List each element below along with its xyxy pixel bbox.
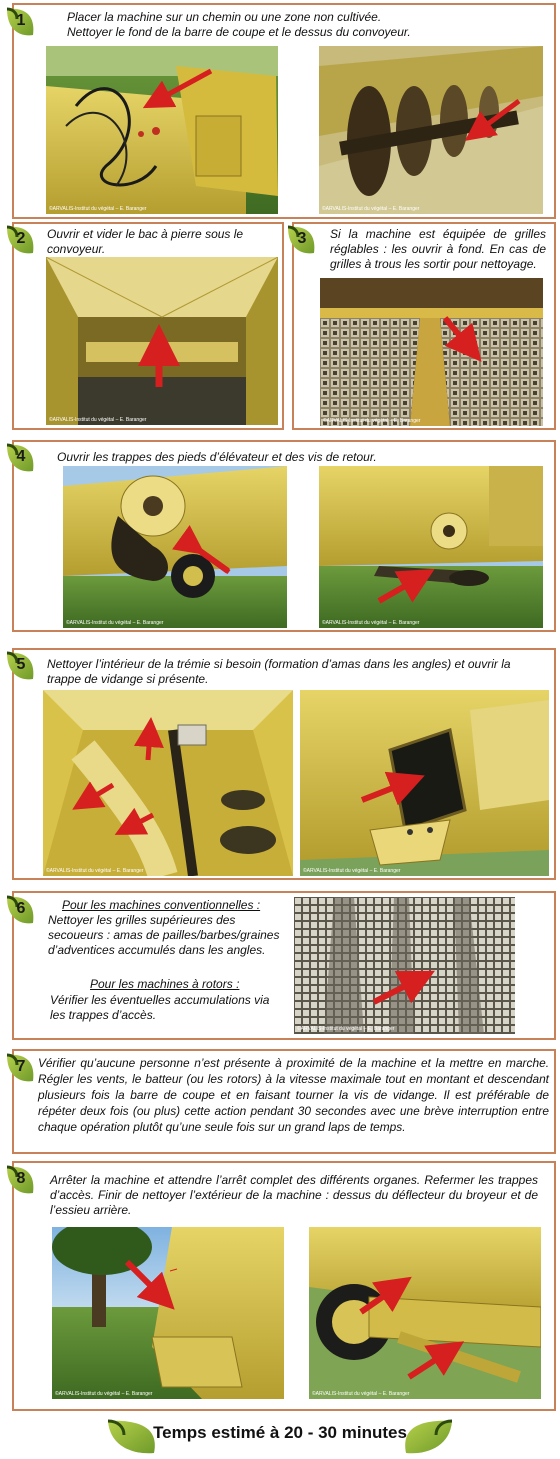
step-1-text-line-2: Nettoyer le fond de la barre de coupe et le dessus du convoyeur. — [67, 25, 411, 39]
step-number: 7 — [16, 1058, 26, 1075]
step-number-badge — [3, 441, 37, 475]
step-8-photo-rear-axle — [309, 1227, 541, 1399]
step-5-photo-unloading-trap — [300, 690, 549, 876]
step-number-badge — [284, 223, 318, 257]
step-4-photo-elevator-foot — [63, 466, 287, 628]
step-5-photo-grain-tank — [43, 690, 293, 876]
photo-credit: ©ARVALIS-Institut du végétal – E. Baranger — [49, 417, 147, 423]
step-number: 3 — [297, 230, 307, 247]
step-1-text-line-1: Placer la machine sur un chemin ou une zone non cultivée. — [67, 10, 382, 24]
photo-credit: ©ARVALIS-Institut du végétal – E. Baranger — [323, 418, 421, 424]
photo-credit: ©ARVALIS-Institut du végétal – E. Baranger — [322, 620, 420, 626]
step-number-badge — [3, 649, 37, 683]
step-6-photo-straw-walkers — [294, 897, 515, 1034]
step-number-badge — [3, 1051, 37, 1085]
step-number-badge — [3, 223, 37, 257]
step-number: 2 — [16, 230, 26, 247]
photo-credit: ©ARVALIS-Institut du végétal – E. Baranger — [322, 206, 420, 212]
photo-credit: ©ARVALIS-Institut du végétal – E. Baranger — [49, 206, 147, 212]
step-number: 1 — [16, 12, 26, 29]
step-2-text: Ouvrir et vider le bac à pierre sous le convoyeur. — [47, 227, 244, 256]
photo-credit: ©ARVALIS-Institut du végétal – E. Baranger — [297, 1026, 395, 1032]
photo-credit: ©ARVALIS-Institut du végétal – E. Baranger — [66, 620, 164, 626]
photo-credit: ©ARVALIS-Institut du végétal – E. Baranger — [46, 868, 144, 874]
step-5-text: Nettoyer l’intérieur de la trémie si besoin (formation d’amas dans les angles) et ouvrir la trappe de vidange si présente. — [47, 657, 511, 686]
photo-credit: ©ARVALIS-Institut du végétal – E. Baranger — [303, 868, 401, 874]
step-number: 4 — [16, 448, 26, 465]
step-7-text: Vérifier qu’aucune personne n’est présente à proximité de la machine et la mettre en marche. Régler les vents, le batteur (ou les rotors) à la vitesse maximale tout en montant et descendant plusieurs fois la barre de coupe et en faisant tourner la vis de vidange. Il est préférable de répéter deux fois (ou plus) cette action pendant 30 secondes avec une brève interruption entre chaque opération plutôt qu’une seule fois sur un grand laps de temps. — [38, 1056, 549, 1134]
step-number: 6 — [16, 900, 26, 917]
step-6-heading-conventional: Pour les machines conventionnelles : — [62, 898, 261, 912]
step-6-heading-rotors: Pour les machines à rotors : — [90, 977, 240, 991]
step-number-badge — [3, 5, 37, 39]
step-number: 8 — [16, 1170, 26, 1187]
step-6-text-conventional: Nettoyer les grilles supérieures des secoueurs : amas de pailles/barbes/graines d’adventices accumulés dans les angles. — [48, 913, 280, 957]
step-6-text-rotors: Vérifier les éventuelles accumulations via les trappes d’accès. — [50, 993, 270, 1022]
step-number: 5 — [16, 656, 26, 673]
estimated-time-title: Temps estimé à 20 - 30 minutes — [153, 1423, 407, 1442]
photo-credit: ©ARVALIS-Institut du végétal – E. Baranger — [55, 1391, 153, 1397]
step-number-badge — [3, 1163, 37, 1197]
step-4-photo-return-auger-trap — [319, 466, 543, 628]
step-4-text: Ouvrir les trappes des pieds d’élévateur et des vis de retour. — [57, 450, 377, 464]
step-1-photo-cutter-bar — [46, 46, 278, 214]
step-3-text: Si la machine est équipée de grilles réglables : les ouvrir à fond. En cas de grilles à trous les sortir pour nettoyage. — [330, 227, 546, 271]
step-3-photo-sieves — [320, 278, 543, 426]
step-2-photo-stone-trap — [46, 257, 278, 425]
step-number-badge — [3, 893, 37, 927]
step-8-photo-chopper-deflector — [52, 1227, 284, 1399]
step-8-text: Arrêter la machine et attendre l’arrêt complet des différents organes. Refermer les trappes d’accès. Finir de nettoyer l’extérieur de la machine : dessus du déflecteur du broyeur et de l’essieu arrière. — [50, 1173, 538, 1217]
step-1-photo-conveyor-auger — [319, 46, 543, 214]
photo-credit: ©ARVALIS-Institut du végétal – E. Baranger — [312, 1391, 410, 1397]
